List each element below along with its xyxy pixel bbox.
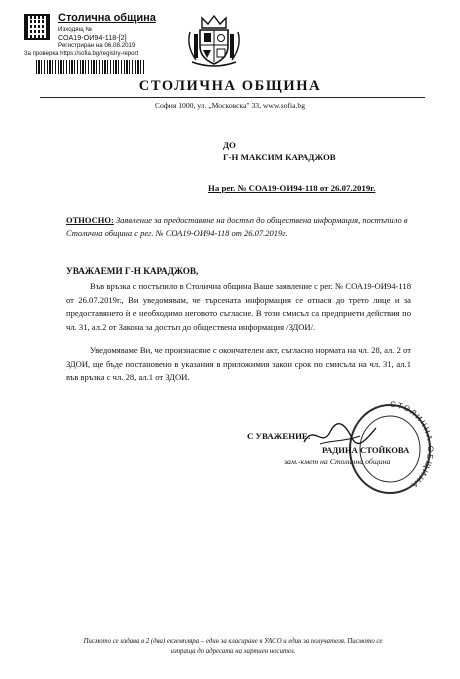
coat-of-arms-icon xyxy=(182,12,246,70)
svg-text:СТОЛИЧНА ОБЩИНА: СТОЛИЧНА ОБЩИНА xyxy=(389,399,435,491)
registry-outgoing-label: Изходящ № xyxy=(58,26,93,33)
recipient-to: ДО xyxy=(223,140,236,150)
subject-block xyxy=(66,214,411,239)
header-divider xyxy=(40,97,425,98)
qr-code xyxy=(24,14,50,40)
registry-check-link[interactable]: За проверка https://sofia.bg/registry-report xyxy=(24,51,139,57)
registry-title: Столична община xyxy=(58,12,156,24)
org-address: София 1000, ул. „Московска" 33, www.sofia.bg xyxy=(154,101,306,110)
barcode xyxy=(36,60,146,74)
signer-name: РАДИНА СТОЙКОВА xyxy=(322,445,410,455)
subject-text: Заявление за предоставяне на достъп до обществена информация, постъпило в Столична община с рег. № СОА19-ОИ94-118 от 26.07.2019г. xyxy=(66,215,408,238)
body-paragraph-1: Във връзка с постъпило в Столична община Ваше заявление с рег. № СОА19-ОИ94-118 от 26.07.2019г., Ви уведомявам, че търсената информация се отнася до трето лице и за предоставянето ѝ е необходимо неговото съгласие. В този смисъл са предприети действия по чл. 31, ал.2 от Закона за достъп до обществена информация /ЗДОИ/. xyxy=(66,281,411,332)
closing-regards: С УВАЖЕНИЕ: xyxy=(247,431,311,441)
salutation: УВАЖАЕМИ Г-Н КАРАДЖОВ, xyxy=(66,266,199,276)
recipient-name: Г-Н МАКСИМ КАРАДЖОВ xyxy=(223,152,336,162)
reference-number: На рег. № СОА19-ОИ94-118 от 26.07.2019г. xyxy=(208,183,376,193)
registry-number: СОА19-ОИ94-118-[2] xyxy=(58,33,127,42)
subject-label: ОТНОСНО: xyxy=(66,215,114,225)
org-title: СТОЛИЧНА ОБЩИНА xyxy=(138,78,322,94)
signer-role: зам.-кмет на Столична община xyxy=(284,457,391,466)
footer-note: Писмото се издава в 2 (два) екземпляра – един за класиране в УАСО и един за получателя. Писмото се изпраща до адресата на хартиен носител. xyxy=(83,638,383,655)
body-paragraph-2: Уведомяваме Ви, че произнасяне с окончателен акт, съгласно нормата на чл. 28, ал. 2 от ЗДОИ, ще бъде постановено в указания в приложимия закон срок по смисъла на чл. 31, ал.1 във връзка с чл. 28, ал.1 от ЗДОИ. xyxy=(66,345,411,383)
registry-date: Регистриран на 06.08.2019 xyxy=(58,42,136,49)
